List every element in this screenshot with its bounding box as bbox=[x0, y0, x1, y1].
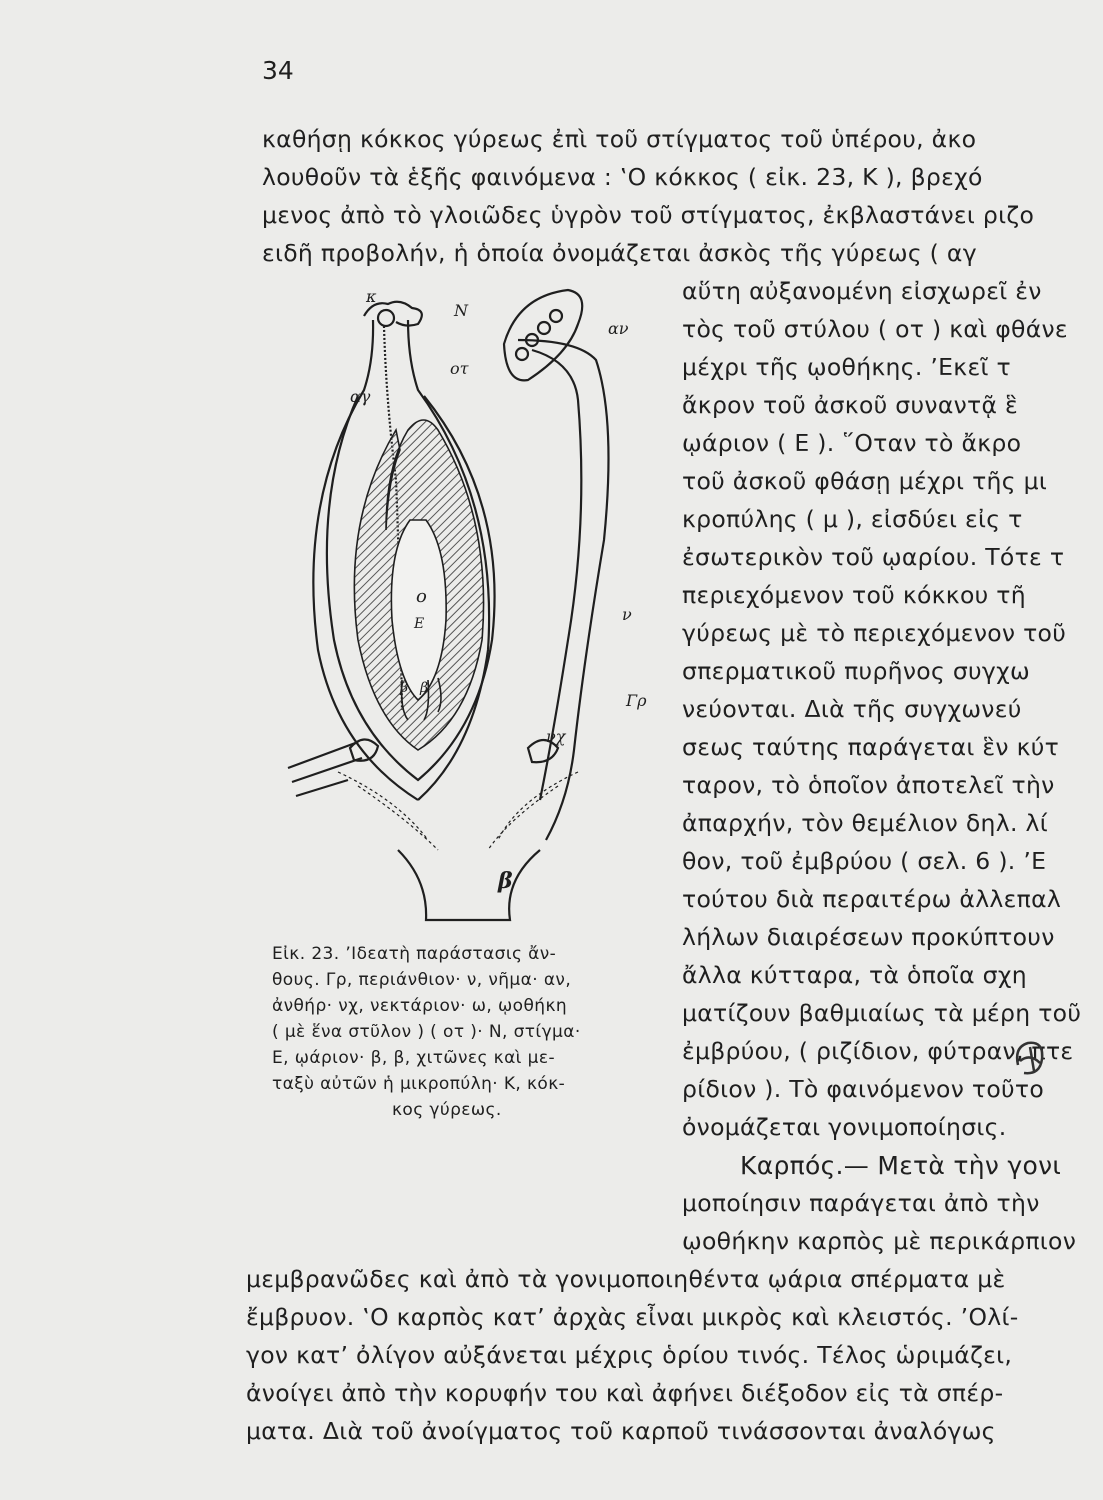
text-line: ἐσωτερικὸν τοῦ ῳαρίου. Τότε τ bbox=[682, 543, 1065, 571]
text-line: νεύονται. Διὰ τῆς συγχωνεύ bbox=[682, 695, 1022, 723]
text-line: ἐμβρύου, ( ριζίδιον, φύτραν, πτε bbox=[682, 1037, 1074, 1065]
text-line: μέχρι τῆς ῳοθήκης. ’Εκεῖ τ bbox=[682, 353, 1011, 381]
text-line: μενος ἀπὸ τὸ γλοιῶδες ὑγρὸν τοῦ στίγματος, ἐκβλαστάνει ριζο bbox=[262, 201, 1035, 229]
label-nx: νχ bbox=[546, 727, 566, 746]
text-line: καθήσῃ κόκκος γύρεως ἐπὶ τοῦ στίγματος τοῦ ὑπέρου, ἀκο bbox=[262, 125, 977, 153]
text-line: ρίδιον ). Τὸ φαινόμενον τοῦτο bbox=[682, 1075, 1045, 1103]
text-line: τοῦ ἀσκοῦ φθάσῃ μέχρι τῆς μι bbox=[682, 467, 1048, 495]
flower-diagram bbox=[278, 280, 678, 940]
figure-caption-line: Ε, ῳάριον· β, β, χιτῶνες καὶ με- bbox=[272, 1048, 555, 1068]
text-line: ἀνοίγει ἀπὸ τὴν κορυφήν του καὶ ἀφήνει διέξοδον εἰς τὰ σπέρ- bbox=[246, 1379, 1004, 1407]
text-line: ῳοθήκην καρπὸς μὲ περικάρπιον bbox=[682, 1227, 1077, 1255]
flower-stalk bbox=[398, 850, 540, 920]
text-line: σπερματικοῦ πυρῆνος συγχω bbox=[682, 657, 1030, 685]
figure-caption-line: ἀνθήρ· νχ, νεκτάριον· ω, ῳοθήκη bbox=[272, 996, 568, 1016]
flower-figure bbox=[278, 280, 678, 940]
text-line: ἄλλα κύτταρα, τὰ ὁποῖα σχη bbox=[682, 961, 1027, 989]
label-ag: αγ bbox=[350, 387, 371, 406]
label-o: ο bbox=[416, 586, 427, 607]
text-line: θον, τοῦ ἐμβρύου ( σελ. 6 ). ’Ε bbox=[682, 847, 1047, 875]
text-line: ὀνομάζεται γονιμοποίησις. bbox=[682, 1113, 1007, 1141]
pollen-grain-k bbox=[378, 310, 394, 326]
section-heading-line: Καρπός.— Μετὰ τὴν γονι bbox=[740, 1151, 1062, 1180]
anther bbox=[504, 290, 582, 380]
handwritten-mark bbox=[1010, 1035, 1050, 1079]
text-line: ματίζουν βαθμιαίως τὰ μέρη τοῦ bbox=[682, 999, 1082, 1027]
label-e: Ε bbox=[414, 616, 425, 632]
text-line: σεως ταύτης παράγεται ἓν κύτ bbox=[682, 733, 1060, 761]
text-line: αὕτη αὐξανομένη εἰσχωρεῖ ἐν bbox=[682, 277, 1042, 305]
text-line: ματα. Διὰ τοῦ ἀνοίγματος τοῦ καρποῦ τινάσσονται ἀναλόγως bbox=[246, 1417, 996, 1445]
filament-outer bbox=[518, 340, 609, 840]
text-line: ταρον, τὸ ὁποῖον ἀποτελεῖ τὴν bbox=[682, 771, 1055, 799]
label-gr: Γρ bbox=[626, 691, 647, 710]
page-number: 34 bbox=[262, 56, 294, 85]
label-b2: β bbox=[420, 680, 429, 696]
nectary-left bbox=[350, 739, 378, 760]
text-line: γύρεως μὲ τὸ περιεχόμενον τοῦ bbox=[682, 619, 1067, 647]
text-line: μεμβρανῶδες καὶ ἀπὸ τὰ γονιμοποιηθέντα ῳάρια σπέρματα μὲ bbox=[246, 1265, 1006, 1293]
text-line: γον κατ’ ὀλίγον αὐξάνεται μέχρις ὁρίου τινός. Τέλος ὡριμάζει, bbox=[246, 1341, 1013, 1369]
text-line: ῳάριον ( Ε ). ῞Οταν τὸ ἄκρο bbox=[682, 429, 1022, 457]
figure-caption-line: θους. Γρ, περιάνθιον· ν, νῆμα· αν, bbox=[272, 970, 572, 990]
label-an: αν bbox=[608, 319, 629, 338]
text-line: τούτου διὰ περαιτέρω ἀλλεπαλ bbox=[682, 885, 1062, 913]
text-line: ἄκρον τοῦ ἀσκοῦ συναντᾷ ἓ bbox=[682, 391, 1019, 419]
label-v: ν bbox=[622, 605, 632, 624]
text-line: λήλων διαιρέσεων προκύπτουν bbox=[682, 923, 1055, 951]
text-line: κροπύλης ( μ ), εἰσδύει εἰς τ bbox=[682, 505, 1023, 533]
label-k: κ bbox=[366, 287, 377, 306]
text-line: ειδῆ προβολήν, ἡ ὁποία ὀνομάζεται ἀσκὸς τῆς γύρεως ( αγ bbox=[262, 239, 977, 267]
text-line: τὸς τοῦ στύλου ( οτ ) καὶ φθάνε bbox=[682, 315, 1068, 343]
text-line: περιεχόμενον τοῦ κόκκου τῆ bbox=[682, 581, 1026, 609]
figure-caption-line: Εἰκ. 23. ’Ιδεατὴ παράστασις ἄν- bbox=[272, 944, 557, 964]
figure-caption-line: ταξὺ αὐτῶν ἡ μικροπύλη· Κ, κόκ- bbox=[272, 1074, 566, 1094]
text-line: μοποίησιν παράγεται ἀπὸ τὴν bbox=[682, 1189, 1040, 1217]
label-ot: οτ bbox=[450, 359, 469, 378]
label-n: Ν bbox=[454, 301, 468, 320]
text-line: λουθοῦν τὰ ἑξῆς φαινόμενα : ‛Ο κόκκος ( εἰκ. 23, Κ ), βρεχό bbox=[262, 163, 983, 191]
label-b1: β bbox=[400, 680, 409, 696]
figure-caption-line: κος γύρεως. bbox=[392, 1100, 502, 1120]
text-line: ἔμβρυον. ‛Ο καρπὸς κατ’ ἀρχὰς εἶναι μικρὸς καὶ κλειστός. ’Ολί- bbox=[246, 1303, 1019, 1331]
figure-caption-line: ( μὲ ἕνα στῦλον ) ( οτ )· Ν, στίγμα· bbox=[272, 1022, 581, 1042]
text-line: ἀπαρχήν, τὸν θεμέλιον δηλ. λί bbox=[682, 809, 1048, 837]
label-base-b: β bbox=[498, 868, 513, 894]
